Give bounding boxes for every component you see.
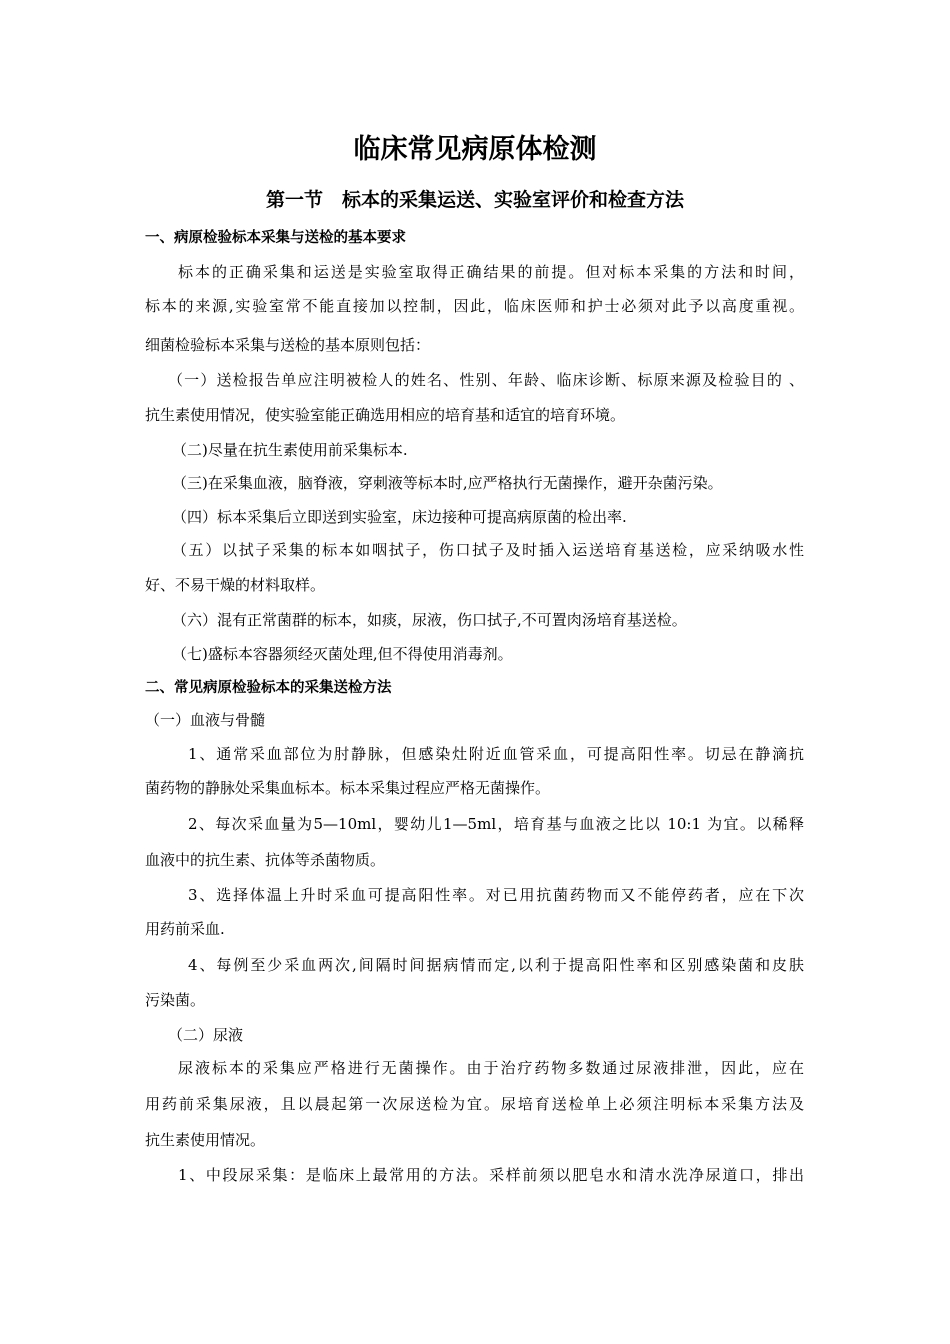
heading-basic-requirements: 一、病原检验标本采集与送检的基本要求 <box>145 230 406 246</box>
principle-item: （四）标本采集后立即送到实验室，床边接种可提高病原菌的检出率. <box>172 508 627 526</box>
principle-item: （五）以拭子采集的标本如咽拭子，伤口拭子及时插入运送培育基送检，应采纳吸水性 <box>172 541 804 559</box>
blood-line: 用药前采血. <box>145 920 225 938</box>
document-title: 临床常见病原体检测 <box>353 134 597 165</box>
blood-line: 菌药物的静脉处采集血标本。标本采集过程应严格无菌操作。 <box>145 779 551 797</box>
paragraph-line: 标本的正确采集和运送是实验室取得正确结果的前提。但对标本采集的方法和时间， <box>178 263 804 281</box>
principle-item: （六）混有正常菌群的标本，如痰，尿液，伤口拭子,不可置肉汤培育基送检。 <box>172 611 687 629</box>
section-title: 第一节 标本的采集运送、实验室评价和检查方法 <box>265 189 684 211</box>
principle-item: （三)在采集血液，脑脊液，穿刺液等标本时,应严格执行无菌操作，避开杂菌污染。 <box>172 474 723 492</box>
principle-item: （七)盛标本容器须经灭菌处理,但不得使用消毒剂。 <box>172 645 513 663</box>
principle-item: （二)尽量在抗生素使用前采集标本. <box>172 441 408 459</box>
principle-item: 好、不易干燥的材料取样。 <box>145 576 326 594</box>
blood-line: 3、选择体温上升时采血可提高阳性率。对已用抗菌药物而又不能停药者，应在下次 <box>188 886 804 904</box>
blood-line: 4、每例至少采血两次,间隔时间据病情而定,以利于提高阳性率和区别感染菌和皮肤 <box>188 956 804 974</box>
heading-collection-methods: 二、常见病原检验标本的采集送检方法 <box>145 680 392 696</box>
blood-line: 污染菌。 <box>145 991 206 1009</box>
subheading-urine: （二）尿液 <box>168 1026 244 1044</box>
urine-line: 1、中段尿采集：是临床上最常用的方法。采样前须以肥皂水和清水洗净尿道口，排出 <box>178 1166 804 1184</box>
principle-item: （一）送检报告单应注明被检人的姓名、性别、年龄、临床诊断、标原来源及检验目的 、 <box>168 371 804 389</box>
subheading-blood: （一）血液与骨髓 <box>145 711 266 729</box>
urine-line: 用药前采集尿液，且以晨起第一次尿送检为宜。尿培育送检单上必须注明标本采集方法及 <box>145 1095 804 1113</box>
paragraph-line: 细菌检验标本采集与送检的基本原则包括： <box>145 336 431 354</box>
principle-item: 抗生素使用情况，使实验室能正确选用相应的培育基和适宜的培育环境。 <box>145 406 626 424</box>
urine-line: 尿液标本的采集应严格进行无菌操作。由于治疗药物多数通过尿液排泄，因此，应在 <box>178 1059 804 1077</box>
urine-line: 抗生素使用情况。 <box>145 1131 266 1149</box>
blood-line: 2、每次采血量为5—10ml，婴幼儿1—5ml，培育基与血液之比以 10:1 为宜。以稀释 <box>188 815 804 833</box>
blood-line: 血液中的抗生素、抗体等杀菌物质。 <box>145 851 386 869</box>
paragraph-line: 标本的来源,实验室常不能直接加以控制，因此，临床医师和护士必须对此予以高度重视。 <box>145 297 804 315</box>
blood-line: 1、通常采血部位为肘静脉，但感染灶附近血管采血，可提高阳性率。切忌在静滴抗 <box>188 745 804 763</box>
